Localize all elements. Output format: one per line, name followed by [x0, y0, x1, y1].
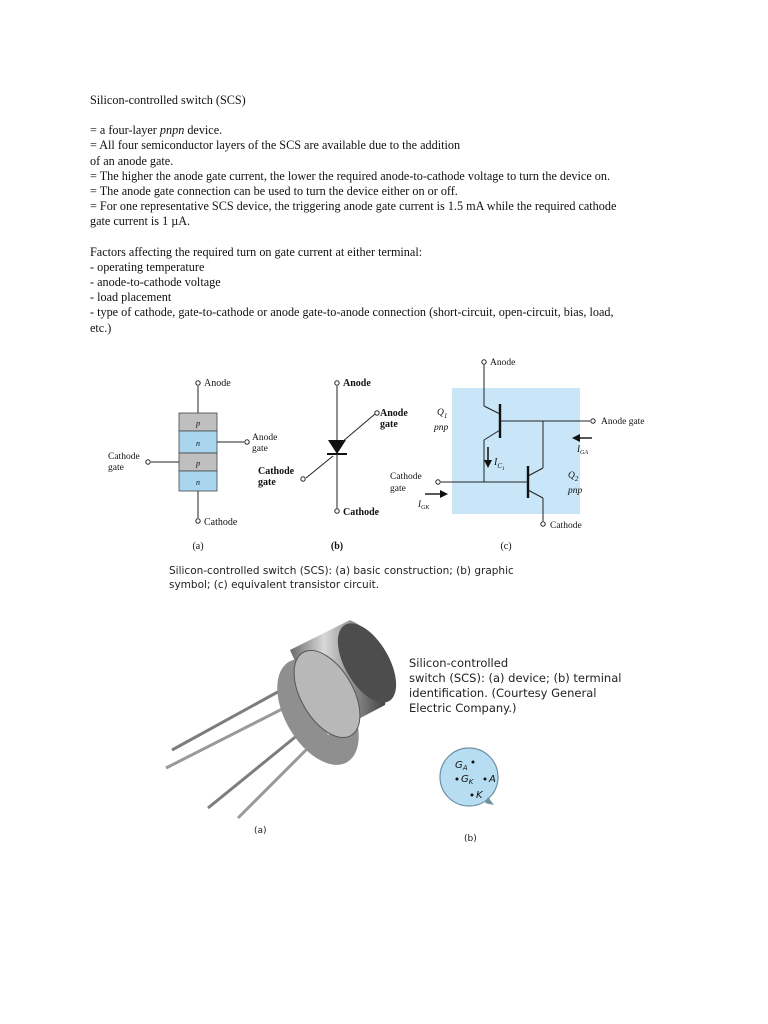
factor-item: - type of cathode, gate-to-cathode or anode gate-to-anode connection (short-circuit, open-circuit, bias, load,: [90, 305, 614, 320]
svg-text:gate: gate: [108, 463, 124, 473]
svg-text:Cathode: Cathode: [108, 452, 140, 462]
factors-heading: Factors affecting the required turn on gate current at either terminal:: [90, 244, 423, 259]
svg-text:Anode: Anode: [252, 433, 278, 443]
factor-item: etc.): [90, 320, 112, 335]
svg-text:gate: gate: [380, 419, 398, 430]
svg-text:A: A: [489, 774, 496, 785]
panel-label: (a): [254, 826, 267, 836]
svg-text:Anode: Anode: [380, 408, 408, 419]
svg-text:gate: gate: [258, 477, 276, 488]
svg-text:pnp: pnp: [568, 486, 583, 496]
svg-text:GA: $G_A$: [455, 760, 468, 772]
panel-label: (a): [192, 541, 204, 552]
svg-text:gate: gate: [252, 444, 268, 454]
panel-label: (b): [464, 834, 477, 844]
document-title: Silicon-controlled switch (SCS): [90, 93, 246, 107]
body-line: = a four-layer pnpn device.: [90, 123, 223, 138]
device-photo: [166, 614, 408, 818]
cathode-label: Cathode: [204, 517, 238, 528]
body-line: gate current is 1 µA.: [90, 214, 191, 229]
svg-text:Cathode: Cathode: [343, 507, 380, 518]
terminal-identification: [440, 748, 498, 806]
svg-text:IC1: $I_{C1}$: [494, 457, 505, 472]
svg-text:Anode gate: Anode gate: [601, 417, 645, 427]
panel-label: (c): [500, 541, 512, 552]
factor-item: - anode-to-cathode voltage: [90, 275, 221, 290]
svg-text:Cathode: Cathode: [390, 472, 422, 482]
svg-text:K: K: [476, 790, 483, 801]
anode-label: Anode: [204, 378, 231, 389]
body-line: = For one representative SCS device, the triggering anode gate current is 1.5 mA while the required cathode: [90, 199, 617, 214]
figure2-caption: Silicon-controlled switch (SCS): (a) device; (b) terminal identification. (Courtesy General Electric Company.): [409, 656, 622, 715]
svg-text:gate: gate: [390, 484, 406, 494]
factor-item: - operating temperature: [90, 259, 205, 274]
svg-text:Q1: $Q_1$: [437, 408, 448, 420]
layer-label: p: [196, 459, 200, 468]
svg-text:pnp: pnp: [434, 423, 449, 433]
body-line: = All four semiconductor layers of the SCS are available due to the addition: [90, 138, 461, 153]
layer-label: n: [196, 478, 200, 487]
svg-text:IGA: $I_{GA}$: [577, 444, 588, 456]
svg-text:Cathode: Cathode: [258, 466, 295, 477]
body-line: of an anode gate.: [90, 153, 174, 168]
factor-item: - load placement: [90, 290, 172, 305]
panel-label: (b): [330, 541, 344, 552]
svg-text:Anode: Anode: [490, 358, 516, 368]
layer-label: n: [196, 439, 200, 448]
svg-text:GK: $G_K$: [461, 774, 474, 786]
body-line: = The higher the anode gate current, the lower the required anode-to-cathode voltage to turn the device on.: [90, 168, 611, 183]
body-line: = The anode gate connection can be used to turn the device either on or off.: [90, 184, 458, 199]
svg-text:Cathode: Cathode: [550, 521, 582, 531]
svg-text:Anode: Anode: [343, 378, 371, 389]
svg-text:IGK: $I_{GK}$: [418, 499, 430, 511]
layer-label: p: [196, 419, 200, 428]
figure1-caption: Silicon-controlled switch (SCS): (a) basic construction; (b) graphic symbol; (c) equivalent transistor circuit.: [169, 565, 514, 591]
svg-text:Q2: $Q_2$: [568, 471, 579, 483]
